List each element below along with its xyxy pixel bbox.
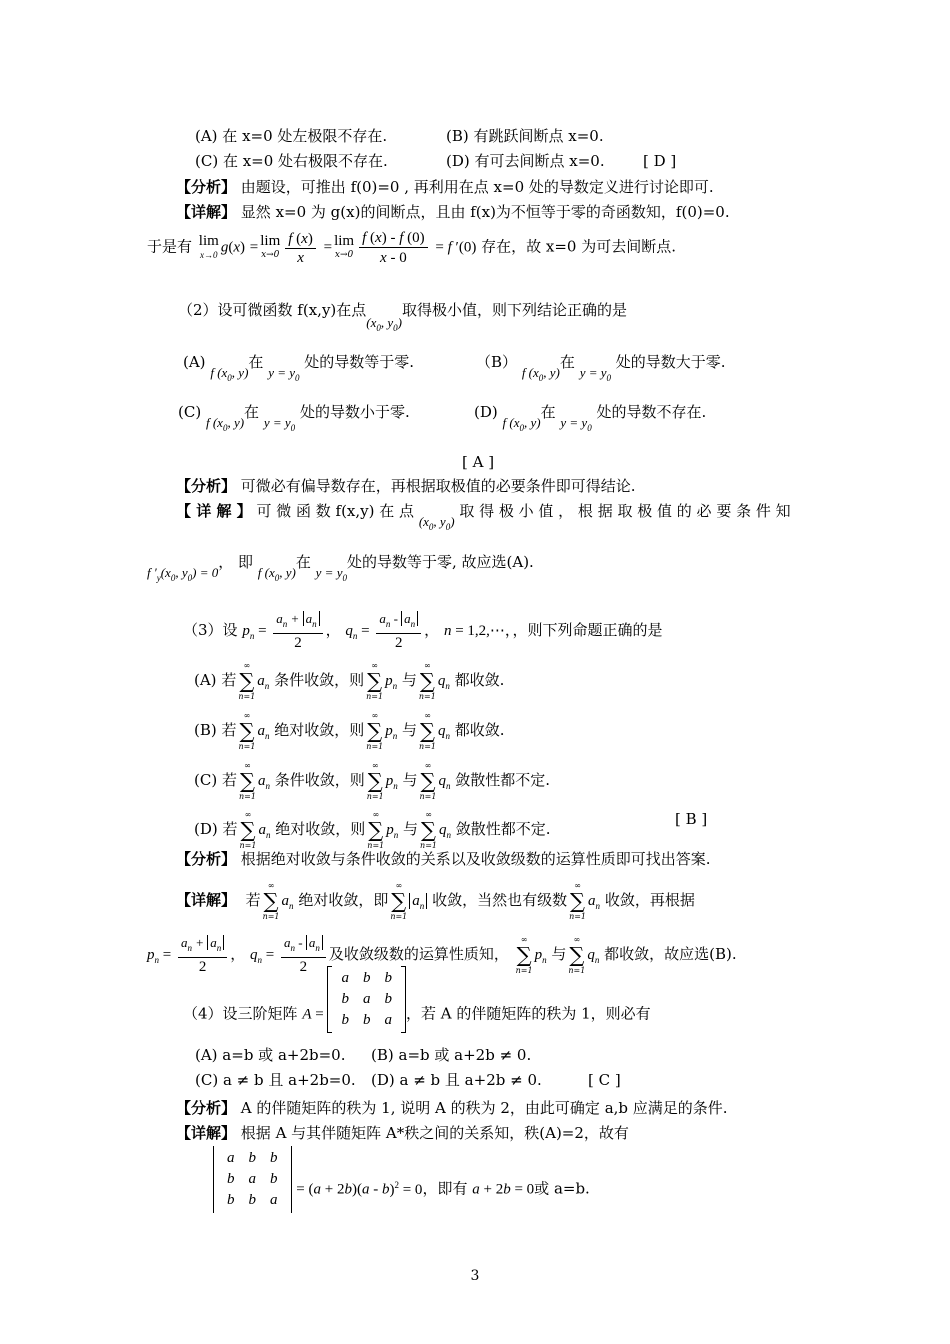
q3-option-d: (D) 若 ∞ ∑ n=1 $a_n$ 绝对收敛，则 ∞ ∑ n=1 $p_n$ 与 ∞ ∑ n=1 $q_n$ 敛散性都不定. [194,810,551,850]
formula-suffix: 存在，故 x=0 为可去间断点. [481,237,676,256]
lim-symbol: lim x→0 [260,233,281,260]
q4-option-b: (B) a=b 或 a+2b ≠ 0. [371,1046,532,1064]
q2-detail: 【 详 解 】 可 微 函 数 f(x,y) 在 点 ($x_0$, $y_0$) 取 得 极 小 值 ， 根 据 取 极 值 的 必 要 条 件 知 [176,502,791,532]
q3-analysis: 【分析】 根据绝对收敛与条件收敛的关系以及收敛级数的运算性质即可找出答案. [176,850,711,868]
q2-analysis: 【分析】 可微必有偏导数存在，再根据取极值的必要条件即可得结论. [176,477,636,495]
q1-limit-formula: 于是有 lim x→0 g(x) = lim x→0 $\frac{f (x)}{x}$ = lim x→0 $\frac{f (x) - f (0)}{x - 0}$ = f ′(0) 存在，故 x=0 为可去间断点. [147,230,676,266]
q4-option-d: (D) a ≠ b 且 a+2b ≠ 0. [371,1071,542,1089]
matrix-a: a b b b a b b b a [327,966,406,1033]
q2-detail-line2: f $'_y(x_0$, $y_0) = 0$， 即 f ($x_0$, y)在 $y = y_0$处的导数等于零, 故应选(A). [147,553,534,583]
q4-determinant: a b b b a b b b a = (a + 2b)(a - b)$^2$ = 0，即有 a + 2b = 0或 a=b. [213,1166,590,1213]
q4-option-c: (C) a ≠ b 且 a+2b=0. [195,1071,356,1089]
q3-option-a: (A) 若 ∞ ∑ n=1 $a_n$ 条件收敛，则 ∞ ∑ n=1 $p_n$ 与 ∞ ∑ n=1 $q_n$ 都收敛. [194,661,505,701]
q1-answer: [ D ] [643,152,677,170]
page-number: 3 [470,1268,480,1284]
lim-symbol: lim x→0 [334,233,355,260]
q1-option-c: (C) 在 x=0 处右极限不存在. [195,152,388,170]
formula-prefix: 于是有 [147,237,193,256]
q1-option-d: (D) 有可去间断点 x=0. [446,152,605,170]
q4-detail: 【详解】 根据 A 与其伴随矩阵 A*秩之间的关系知，秩(A)=2，故有 [176,1124,629,1142]
q1-detail [176,202,730,222]
detail-label: 【详解】 [176,203,237,221]
analysis-text: 由题设，可推出 f(0)=0 , 再利用在点 x=0 处的导数定义进行讨论即可. [240,178,714,196]
q4-stem: （4）设三阶矩阵 A = a b b b a b b b a ，若 A 的伴随矩阵的秩为 1，则必有 [183,996,651,1033]
q2-stem: （2）设可微函数 f(x,y)在点($x_0$, $y_0$)取得极小值，则下列结论正确的是 [178,301,628,333]
q1-analysis [176,177,714,197]
q1-option-a: (A) 在 x=0 处左极限不存在. [195,127,388,145]
q4-option-a: (A) a=b 或 a+2b=0. [195,1046,346,1064]
q2-option-b: （B） f ($x_0$, y)在 $y = y_0$ 处的导数大于零. [476,353,726,383]
analysis-label: 【分析】 [176,178,237,196]
q2-option-a: (A) f ($x_0$, y)在 $y = y_0$ 处的导数等于零. [183,353,415,383]
determinant-a: a b b b a b b b a [213,1146,292,1213]
q3-detail: 【详解】 若 ∞ ∑ n=1 $a_n$ 绝对收敛，即 ∞ ∑ n=1 $a_n$ 收敛，当然也有级数 ∞ ∑ n=1 $a_n$ 收敛，再根据 [176,881,695,921]
q2-option-c: (C) f ($x_0$, y)在 $y = y_0$ 处的导数小于零. [178,403,410,433]
q4-analysis: 【分析】 A 的伴随矩阵的秩为 1, 说明 A 的秩为 2，由此可确定 a,b 应满足的条件. [176,1099,728,1117]
q2-option-d: (D) f ($x_0$, y)在 $y = y_0$ 处的导数不存在. [474,403,707,433]
q3-detail-line2: $p_n$ = $\frac{a_n + a_n}{2}$ ， $q_n$ = $\frac{a_n - a_n}{2}$ 及收敛级数的运算性质知， ∞ ∑ n=1 $p_n$ 与 ∞ ∑ n=1 $q_n$ 都收敛，故应选(B). [147,935,737,975]
detail-text: 显然 x=0 为 g(x)的间断点，且由 f(x)为不恒等于零的奇函数知，f(0)=0. [240,203,730,221]
q1-option-b: (B) 有跳跃间断点 x=0. [446,127,604,145]
q3-option-c: (C) 若 ∞ ∑ n=1 $a_n$ 条件收敛，则 ∞ ∑ n=1 $p_n$ 与 ∞ ∑ n=1 $q_n$ 敛散性都不定. [194,761,551,801]
q3-stem: （3）设 $p_n$ = $\frac{a_n + a_n}{2}$ ， $q_n$ = $\frac{a_n - a_n}{2}$ ， n = 1,2,⋯，，则下列命题正确的是 [183,611,663,651]
q3-answer: [ B ] [675,810,708,828]
q3-option-b: (B) 若 ∞ ∑ n=1 $a_n$ 绝对收敛，则 ∞ ∑ n=1 $p_n$ 与 ∞ ∑ n=1 $q_n$ 都收敛. [194,711,505,751]
q4-answer: [ C ] [588,1071,621,1089]
lim-symbol: lim x→0 [198,232,219,260]
q2-answer: [ A ] [462,453,495,471]
